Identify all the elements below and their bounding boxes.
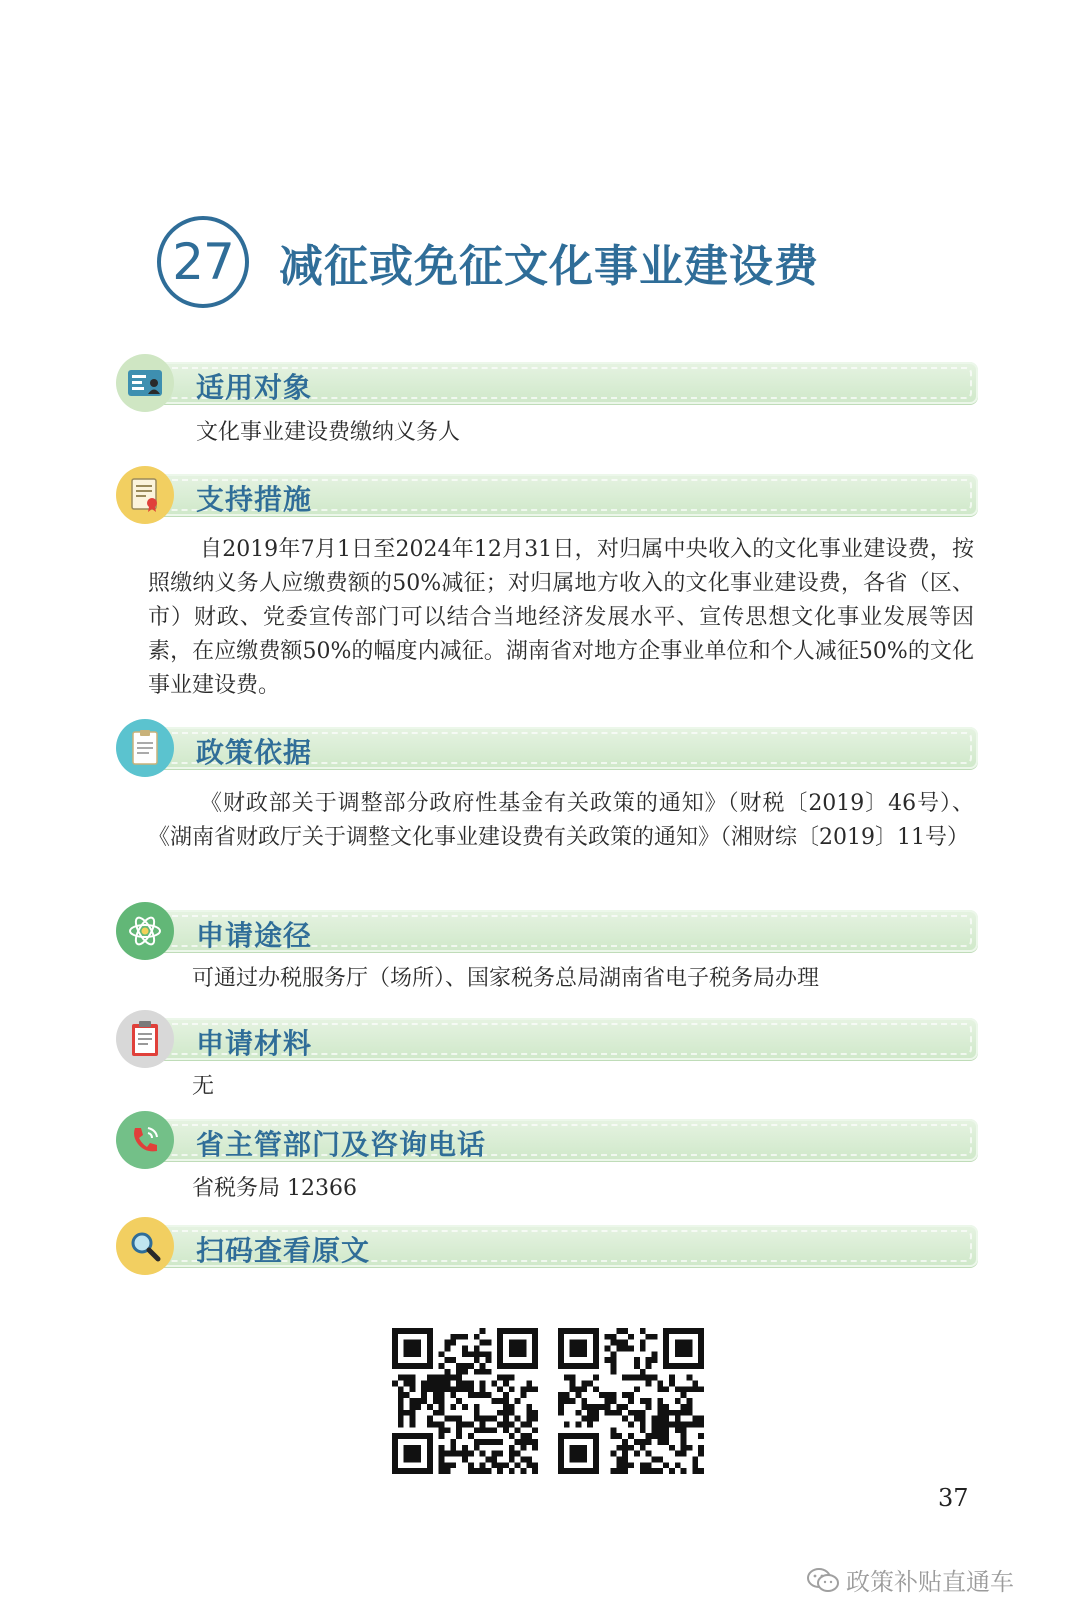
section-header-materials xyxy=(116,1010,978,1070)
page-number: 37 xyxy=(938,1484,969,1512)
section-header-measures xyxy=(116,466,978,526)
atom-icon xyxy=(116,902,174,960)
watermark-text: 政策补贴直通车 xyxy=(846,1568,1014,1596)
phone-icon xyxy=(116,1111,174,1169)
section-title: 扫码查看原文 xyxy=(196,1234,371,1267)
section-title: 申请材料 xyxy=(196,1027,313,1060)
section-title: 申请途径 xyxy=(196,919,313,952)
id-card-icon xyxy=(116,354,174,412)
section-header-contact xyxy=(116,1111,978,1171)
watermark xyxy=(806,1562,1014,1597)
title-block xyxy=(157,212,819,312)
section-title: 支持措施 xyxy=(196,483,313,516)
magnifier-icon xyxy=(116,1217,174,1275)
document-icon xyxy=(116,719,174,777)
section-title: 政策依据 xyxy=(196,736,313,769)
section-text-basis: 《财政部关于调整部分政府性基金有关政策的通知》（财税〔2019〕46号）、《湖南省财政厅关于调整文化事业建设费有关政策的通知》（湘财综〔2019〕11号） xyxy=(148,791,974,850)
section-text-contact: 省税务局 12366 xyxy=(192,1176,357,1201)
section-text-channel: 可通过办税服务厅（场所）、国家税务总局湖南省电子税务局办理 xyxy=(192,966,820,991)
qr-code-right xyxy=(558,1328,704,1474)
certificate-icon xyxy=(116,466,174,524)
section-header-basis xyxy=(116,719,978,779)
page-title: 减征或免征文化事业建设费 xyxy=(279,241,819,292)
section-header-channel xyxy=(116,902,978,962)
section-text-materials: 无 xyxy=(192,1074,215,1099)
section-title: 适用对象 xyxy=(196,371,313,404)
qr-code-left xyxy=(392,1328,538,1474)
item-number-badge: 27 xyxy=(157,216,249,308)
section-text-measures: 自2019年7月1日至2024年12月31日，对归属中央收入的文化事业建设费，按照缴纳义务人应缴费额的50%减征；对归属地方收入的文化事业建设费，各省（区、市）财政、党委宣传部门可以结合当地经济发展水平、宣传思想文化事业发展等因素，在应缴费额50%的幅度内减征。湖南省对地方企事业单位和个人减征50%的文化事业建设费。 xyxy=(148,537,974,698)
section-header-applicable xyxy=(116,354,978,414)
section-header-scan xyxy=(116,1217,978,1277)
clipboard-icon xyxy=(116,1010,174,1068)
section-text-applicable: 文化事业建设费缴纳义务人 xyxy=(196,420,461,445)
wechat-icon xyxy=(806,1566,840,1594)
section-title: 省主管部门及咨询电话 xyxy=(196,1128,487,1161)
